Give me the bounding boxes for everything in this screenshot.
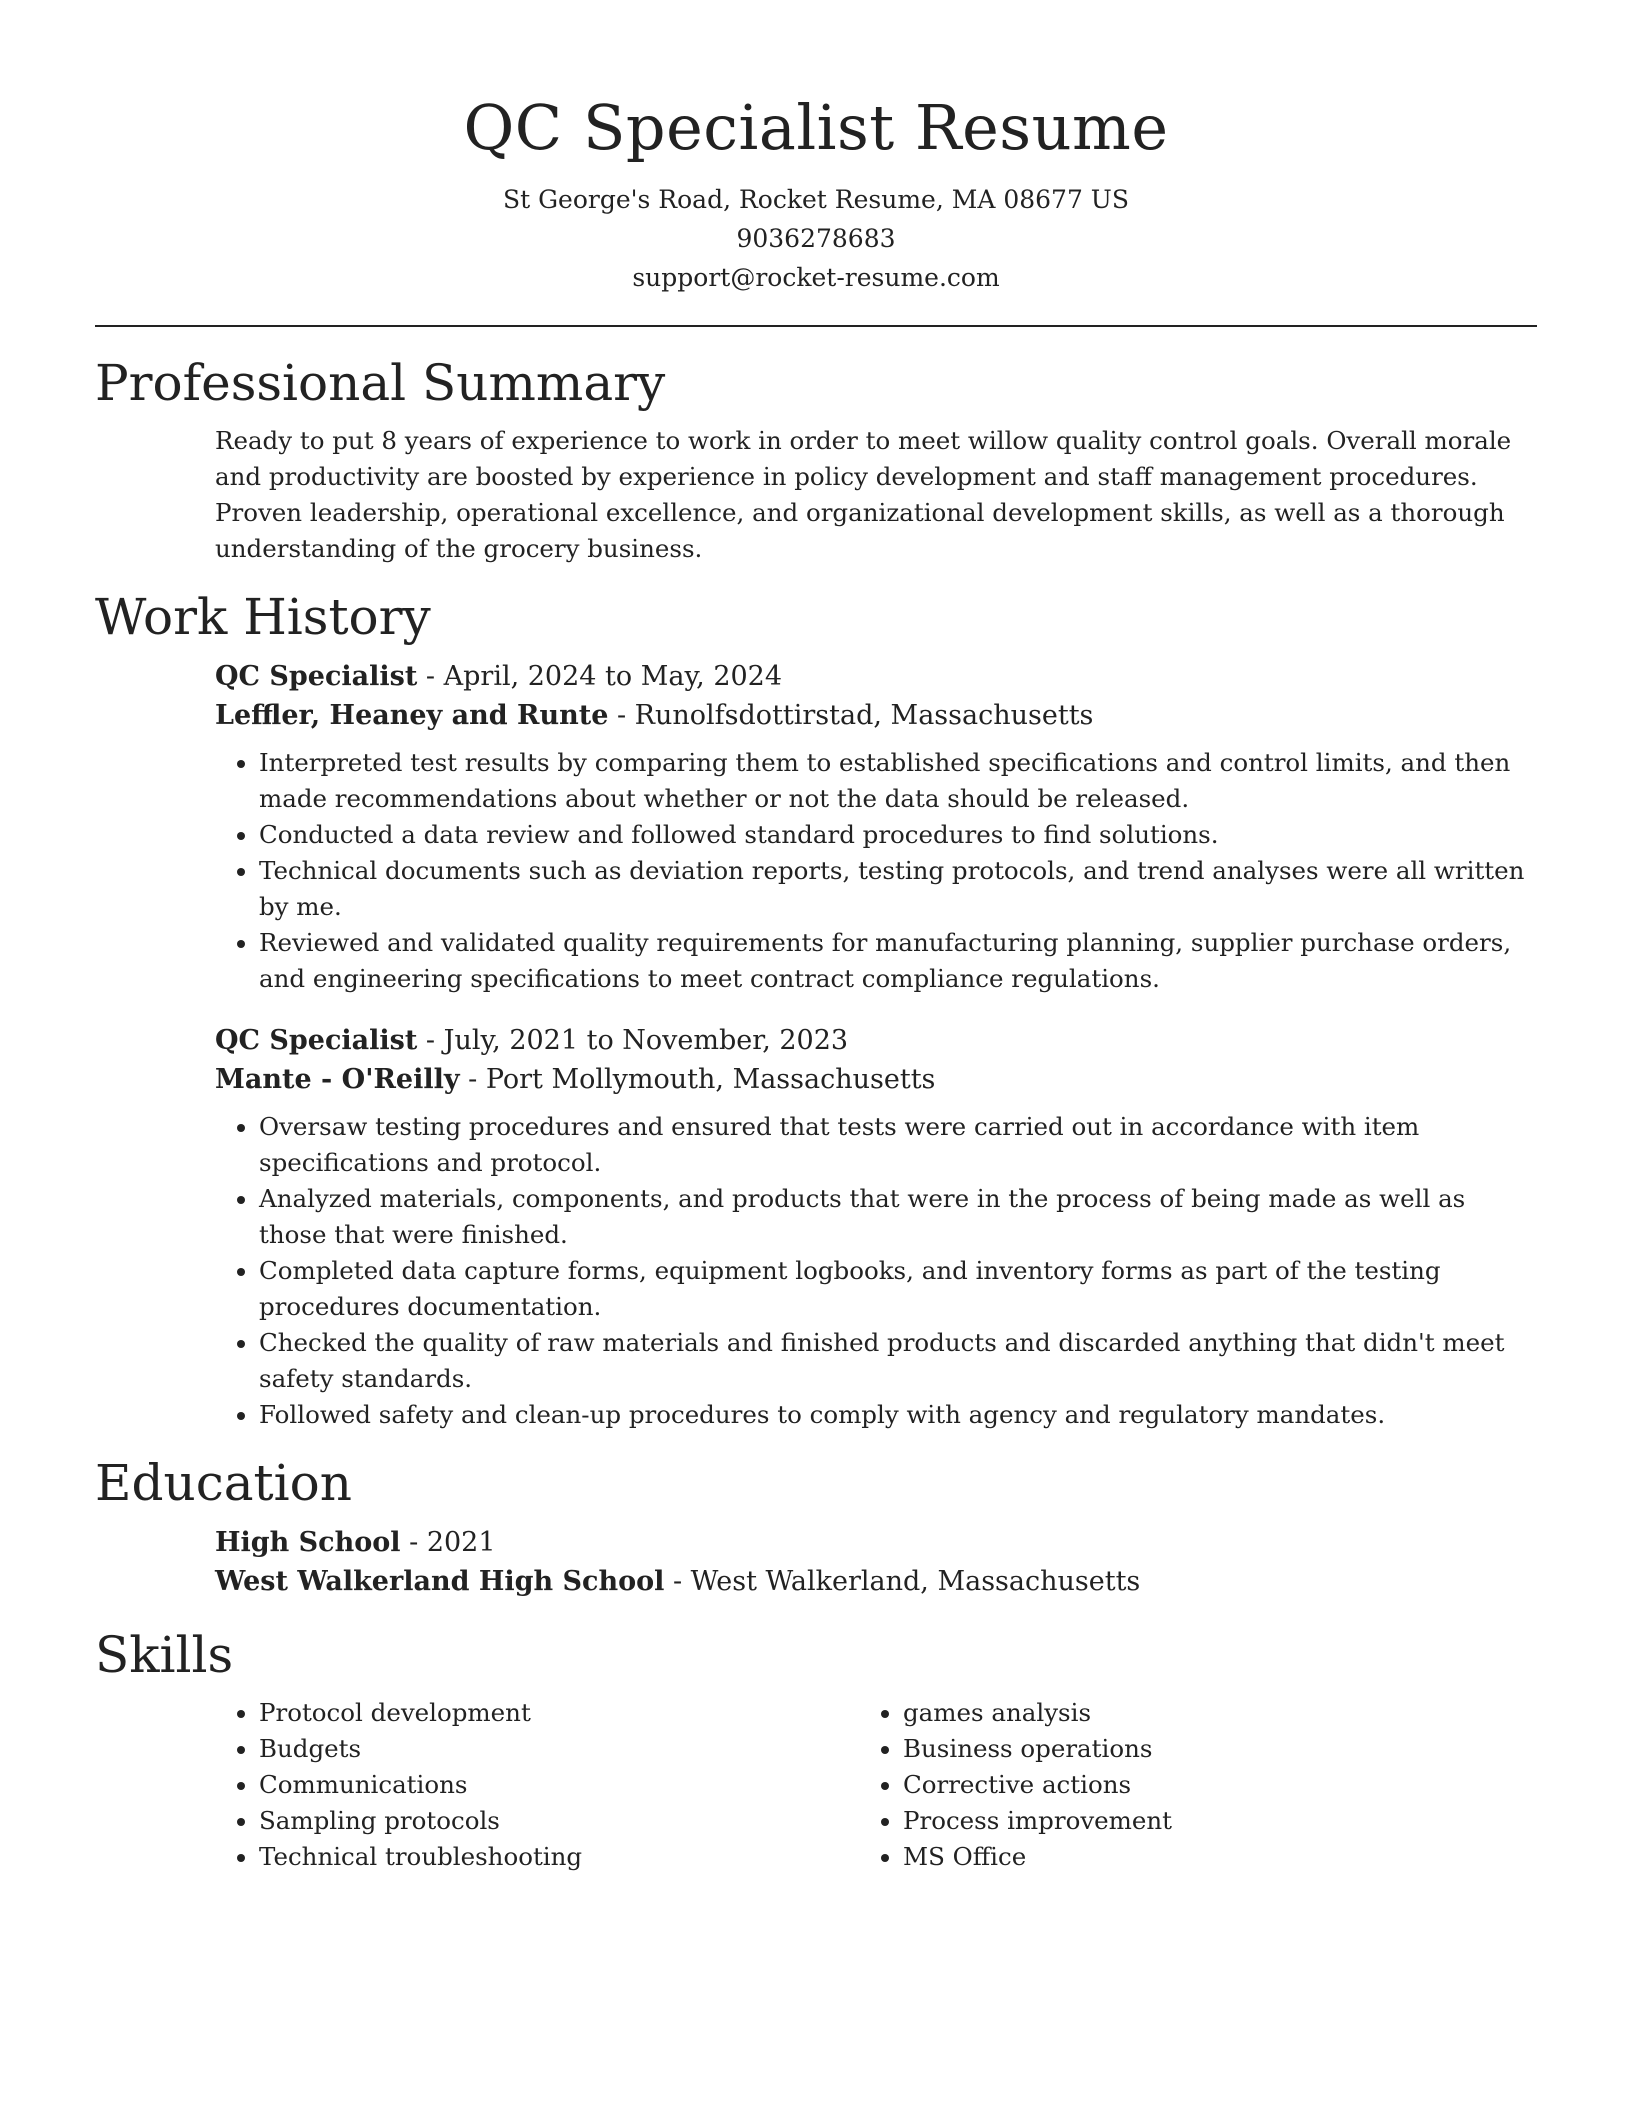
job-bullets bbox=[215, 745, 1537, 997]
job-bullets bbox=[215, 1109, 1537, 1433]
skill-item: • Business operations bbox=[903, 1731, 1503, 1767]
header-divider bbox=[95, 325, 1537, 327]
job-title: QC Specialist bbox=[215, 1025, 418, 1056]
job-dates: - April, 2024 to May, 2024 bbox=[417, 661, 783, 692]
skill-item: • Corrective actions bbox=[903, 1767, 1503, 1803]
job-bullet: • Interpreted test results by comparing them to established specifications and control limits, and then made recommendations about whether or not the data should be released. bbox=[259, 745, 1537, 817]
skill-item: • Budgets bbox=[259, 1731, 859, 1767]
job-bullet: • Analyzed materials, components, and products that were in the process of being made as well as those that were finished. bbox=[259, 1181, 1537, 1253]
work-history-heading: Work History bbox=[95, 588, 431, 646]
school-line bbox=[215, 1562, 1537, 1601]
skills-heading: Skills bbox=[95, 1626, 234, 1684]
skill-item: • Protocol development bbox=[259, 1695, 859, 1731]
school-location: - West Walkerland, Massachusetts bbox=[664, 1566, 1141, 1597]
degree-line bbox=[215, 1523, 1537, 1562]
school-name: West Walkerland High School bbox=[215, 1566, 665, 1597]
skill-item: • Communications bbox=[259, 1767, 859, 1803]
summary-heading: Professional Summary bbox=[95, 354, 666, 412]
job-bullet: • Followed safety and clean-up procedures to comply with agency and regulatory mandates. bbox=[259, 1397, 1537, 1433]
skills-grid bbox=[215, 1695, 1537, 1875]
summary-section bbox=[95, 343, 1537, 567]
skill-item: • Process improvement bbox=[903, 1803, 1503, 1839]
job-bullet: • Technical documents such as deviation reports, testing protocols, and trend analyses were all written by me. bbox=[259, 853, 1537, 925]
job-title-line bbox=[215, 657, 1537, 696]
job-bullet: • Conducted a data review and followed standard procedures to find solutions. bbox=[259, 817, 1537, 853]
degree: High School bbox=[215, 1527, 401, 1558]
company-line bbox=[215, 696, 1537, 735]
job-bullet: • Checked the quality of raw materials and finished products and discarded anything that didn't meet safety standards. bbox=[259, 1325, 1537, 1397]
skill-item: • Sampling protocols bbox=[259, 1803, 859, 1839]
education-entry bbox=[215, 1523, 1537, 1601]
company-name: Mante - O'Reilly bbox=[215, 1064, 460, 1095]
work-history-section bbox=[95, 577, 1537, 1433]
skills-column-left bbox=[215, 1695, 859, 1875]
company-name: Leffler, Heaney and Runte bbox=[215, 700, 609, 731]
job-title-line bbox=[215, 1021, 1537, 1060]
skills-section bbox=[95, 1615, 1537, 1875]
skill-item: • games analysis bbox=[903, 1695, 1503, 1731]
contact-phone: 9036278683 bbox=[736, 224, 896, 253]
job-bullet: • Oversaw testing procedures and ensured that tests were carried out in accordance with item specifications and protocol. bbox=[259, 1109, 1537, 1181]
job-title: QC Specialist bbox=[215, 661, 418, 692]
summary-text: Ready to put 8 years of experience to work in order to meet willow quality control goals. Overall morale and productivity are boosted by experience in policy development and staff management procedures. Proven leadership, operational excellence, and organizational development skills, as well as a thorough understanding of the grocery business. bbox=[215, 426, 1512, 563]
skill-item: • MS Office bbox=[903, 1839, 1503, 1875]
contact-email: support@rocket-resume.com bbox=[632, 263, 1000, 292]
company-location: - Runolfsdottirstad, Massachusetts bbox=[608, 700, 1094, 731]
skill-item: • Technical troubleshooting bbox=[259, 1839, 859, 1875]
company-line bbox=[215, 1060, 1537, 1099]
company-location: - Port Mollymouth, Massachusetts bbox=[459, 1064, 936, 1095]
graduation-year: - 2021 bbox=[400, 1527, 496, 1558]
education-section bbox=[95, 1443, 1537, 1601]
contact-block bbox=[95, 180, 1537, 297]
job-dates: - July, 2021 to November, 2023 bbox=[417, 1025, 849, 1056]
resume-header bbox=[95, 80, 1537, 297]
job-entry bbox=[215, 657, 1537, 997]
job-bullet: • Completed data capture forms, equipment logbooks, and inventory forms as part of the testing procedures documentation. bbox=[259, 1253, 1537, 1325]
education-heading: Education bbox=[95, 1454, 352, 1512]
resume-title: QC Specialist Resume bbox=[463, 91, 1169, 164]
skills-column-right bbox=[859, 1695, 1503, 1875]
job-entry bbox=[215, 1021, 1537, 1433]
contact-address: St George's Road, Rocket Resume, MA 08677 US bbox=[502, 185, 1130, 214]
job-bullet: • Reviewed and validated quality requirements for manufacturing planning, supplier purchase orders, and engineering specifications to meet contract compliance regulations. bbox=[259, 925, 1537, 997]
